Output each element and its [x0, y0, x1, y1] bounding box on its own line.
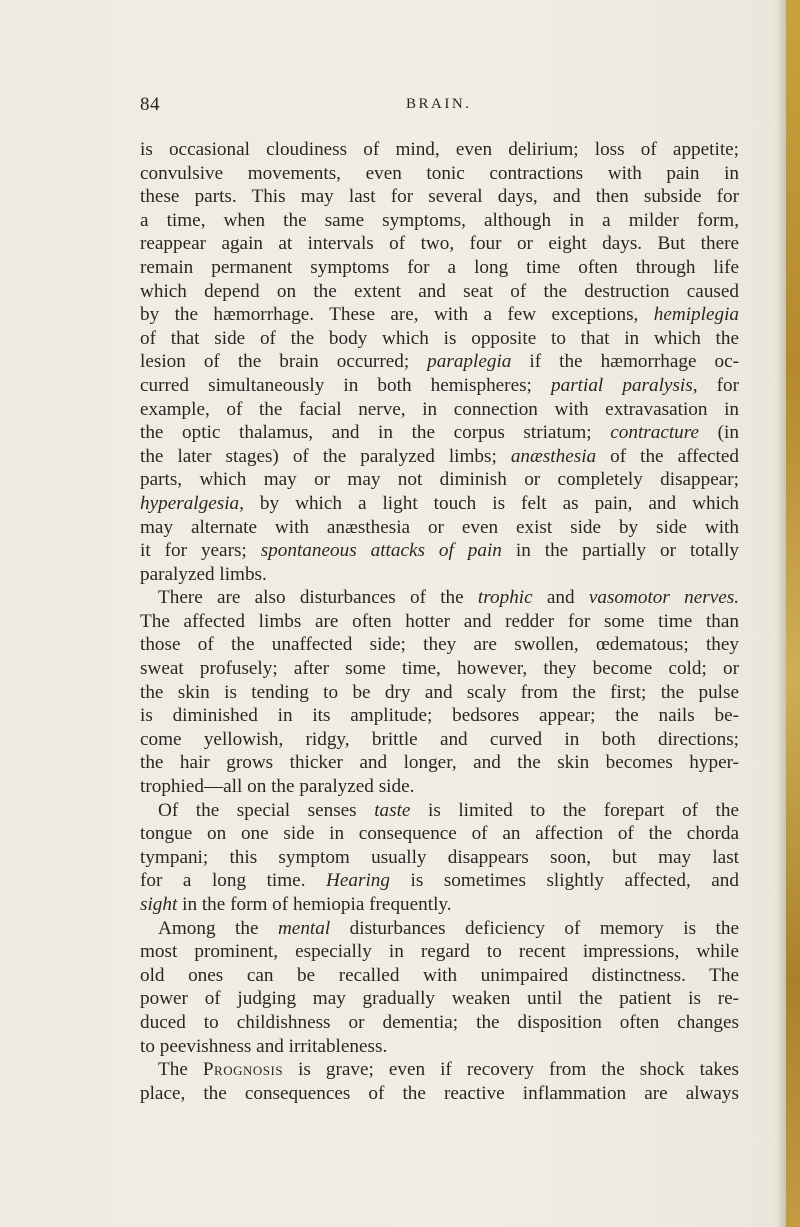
text-line: which depend on the extent and seat of the destruction caused: [140, 280, 739, 302]
text-line: curred simultaneously in both hemispheres; partial paralysis, for: [140, 374, 739, 396]
text-line: paralyzed limbs.: [140, 563, 267, 585]
text-line: most prominent, especially in regard to recent impressions, while: [140, 941, 739, 963]
italic-term: hyperalgesia,: [140, 492, 244, 514]
text-line: convulsive movements, even tonic contractions with pain in: [140, 162, 739, 184]
running-title: BRAIN.: [406, 96, 472, 112]
page-header: [140, 94, 740, 118]
text-line: to peevishness and irritableness.: [140, 1035, 388, 1057]
book-edge: [786, 0, 800, 1227]
text-line: of that side of the body which is opposite to that in which the: [140, 327, 739, 349]
text-line: The affected limbs are often hotter and redder for some time than: [140, 610, 739, 632]
italic-term: taste: [374, 799, 411, 821]
italic-term: partial paralysis,: [551, 374, 698, 396]
text-line: place, the consequences of the reactive inflammation are always: [140, 1082, 739, 1104]
text-line: duced to childishness or dementia; the disposition often changes: [140, 1011, 739, 1033]
italic-term: hemiplegia: [653, 304, 739, 326]
text-line: is occasional cloudiness of mind, even delirium; loss of appetite;: [140, 139, 739, 160]
text-line: lesion of the brain occurred; paraplegia if the hæmorrhage oc-: [140, 351, 739, 373]
text-line: parts, which may or may not diminish or completely disappear;: [140, 469, 739, 491]
text-line: reappear again at intervals of two, four or eight days. But there: [140, 233, 739, 255]
text-line: hyperalgesia, by which a light touch is felt as pain, and which: [140, 492, 739, 514]
italic-term: trophic: [477, 587, 533, 609]
text-line: is diminished in its amplitude; bedsores appear; the nails be-: [140, 705, 739, 727]
small-caps-term: Prognosis: [202, 1059, 284, 1081]
text-line: power of judging may gradually weaken until the patient is re-: [140, 988, 739, 1010]
text-line: Among the mental disturbances deficiency of memory is the: [158, 917, 739, 939]
text-line: the later stages) of the paralyzed limbs; anæsthesia of the affected: [140, 445, 739, 467]
text-line: it for years; spontaneous attacks of pain in the partially or totally: [140, 540, 739, 562]
italic-term: spontaneous attacks of pain: [260, 540, 502, 562]
italic-term: Hearing: [326, 870, 390, 892]
text-line: example, of the facial nerve, in connection with extravasation in: [140, 398, 739, 420]
text-line: tympani; this symptom usually disappears soon, but may last: [140, 846, 739, 868]
text-line: There are also disturbances of the trophic and vasomotor nerves.: [158, 587, 739, 609]
text-line: a time, when the same symptoms, although in a milder form,: [140, 209, 739, 231]
text-line: trophied—all on the paralyzed side.: [140, 776, 415, 798]
page-number: 84: [140, 94, 160, 115]
text-line: by the hæmorrhage. These are, with a few exceptions, hemiplegia: [140, 304, 739, 326]
text-line: tongue on one side in consequence of an affection of the chorda: [140, 823, 739, 845]
text-line: Of the special senses taste is limited to the forepart of the: [158, 799, 739, 821]
text-line: sight in the form of hemiopia frequently.: [140, 894, 452, 915]
text-line: for a long time. Hearing is sometimes slightly affected, and: [140, 870, 739, 892]
italic-term: vasomotor nerves.: [588, 587, 739, 609]
text-line: sweat profusely; after some time, however, they become cold; or: [140, 658, 739, 680]
text-line: remain permanent symptoms for a long time often through life: [140, 256, 739, 278]
text-line: these parts. This may last for several days, and then subside for: [140, 186, 739, 208]
page-edge-shadow: [776, 0, 786, 1227]
italic-term: contracture: [610, 422, 700, 444]
italic-term: sight: [140, 894, 178, 915]
text-line: the hair grows thicker and longer, and the skin becomes hyper-: [140, 752, 739, 774]
text-line: the optic thalamus, and in the corpus striatum; contracture (in: [140, 422, 739, 444]
text-line: come yellowish, ridgy, brittle and curved in both directions;: [140, 728, 739, 750]
text-line: the skin is tending to be dry and scaly from the first; the pulse: [140, 681, 739, 703]
italic-term: anæsthesia: [510, 445, 597, 467]
text-line: may alternate with anæsthesia or even exist side by side with: [140, 516, 739, 538]
text-line: those of the unaffected side; they are swollen, œdematous; they: [140, 634, 739, 656]
body-text: [140, 138, 739, 1105]
italic-term: paraplegia: [427, 351, 512, 373]
text-line: old ones can be recalled with unimpaired distinctness. The: [140, 964, 739, 986]
text-line: The Prognosis is grave; even if recovery from the shock takes: [158, 1059, 739, 1081]
italic-term: mental: [277, 917, 331, 939]
